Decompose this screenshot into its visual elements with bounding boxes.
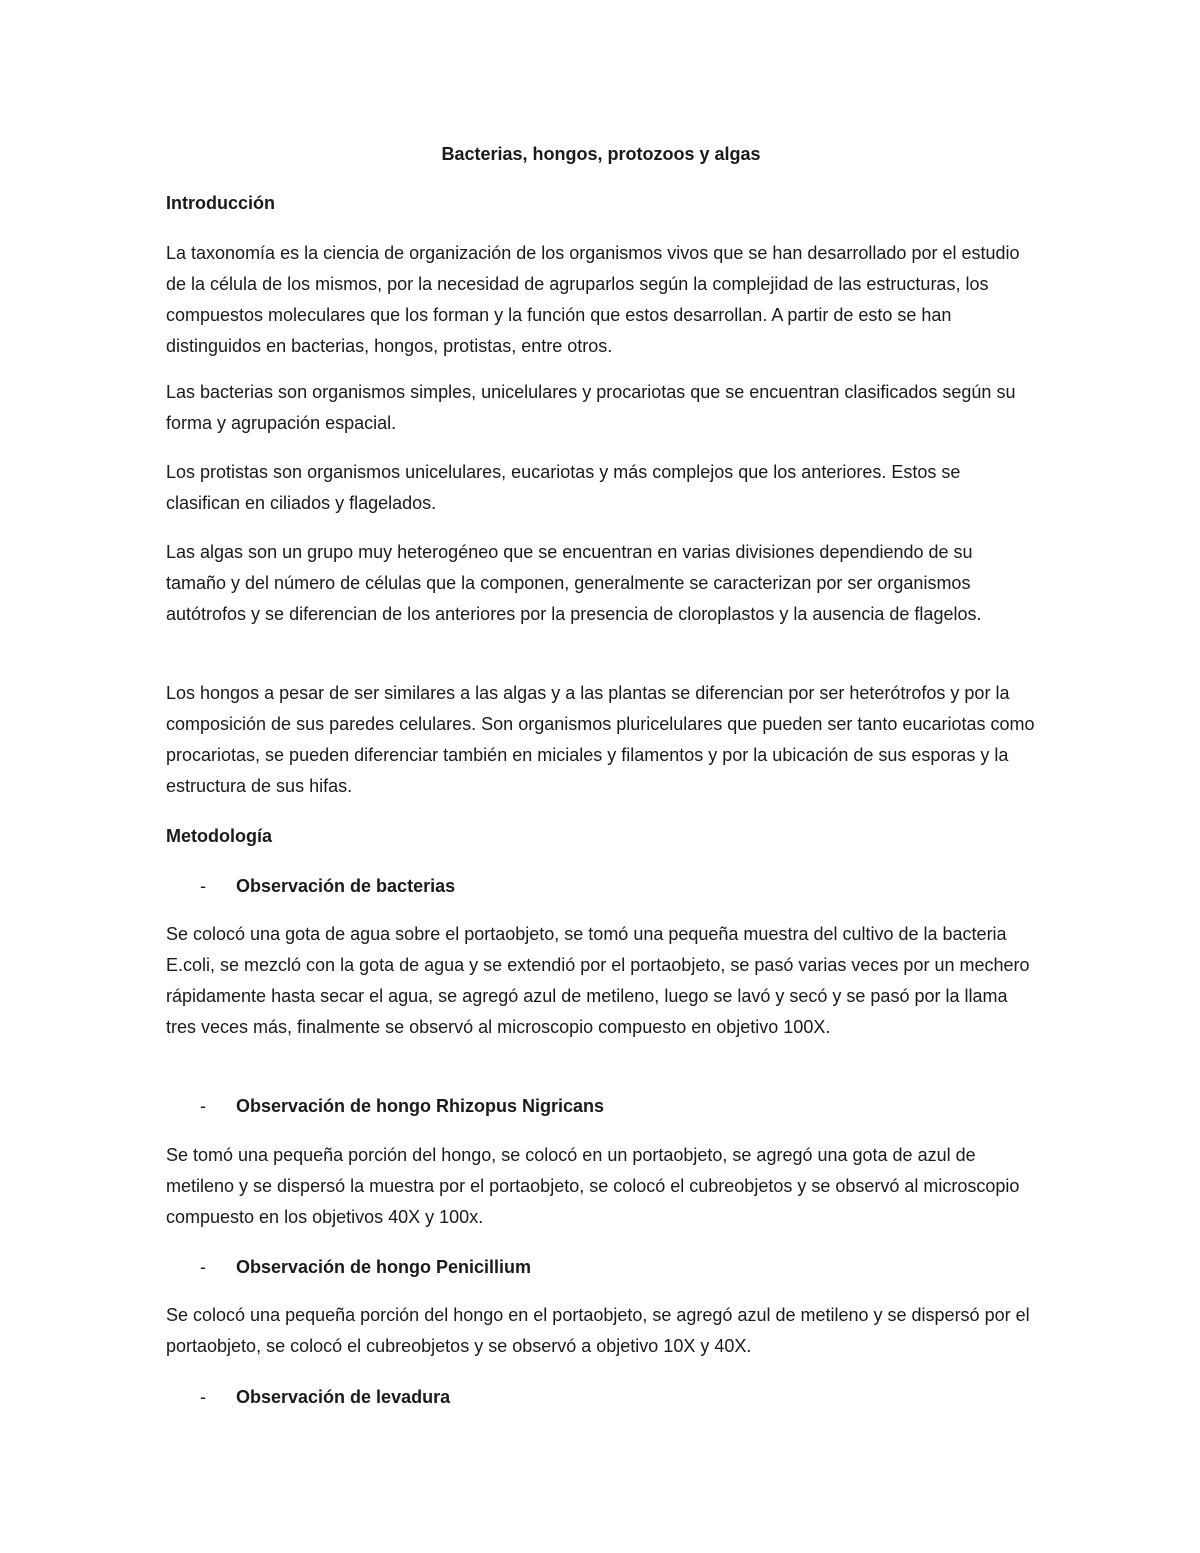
method-item-bacterias — [200, 873, 455, 899]
bullet-marker: - — [200, 1257, 206, 1277]
bullet-marker: - — [200, 1387, 206, 1407]
intro-paragraph-algas: Las algas son un grupo muy heterogéneo que se encuentran en varias divisiones dependiendo de su tamaño y del número de células que la componen, generalmente se caracterizan por ser organismos autótrofos y se diferencian de los anteriores por la presencia de cloroplastos y la ausencia de flagelos. — [166, 542, 982, 624]
document-title: Bacterias, hongos, protozoos y algas — [441, 144, 761, 164]
method-item-title: Observación de hongo Penicillium — [236, 1257, 532, 1277]
intro-paragraph-bacterias: Las bacterias son organismos simples, unicelulares y procariotas que se encuentran clasificados según su forma y agrupación espacial. — [166, 382, 1016, 433]
section-heading-metodologia: Metodología — [166, 826, 272, 846]
bullet-marker: - — [200, 876, 206, 896]
method-item-rhizopus — [200, 1093, 604, 1119]
method-item-title: Observación de levadura — [236, 1387, 451, 1407]
section-heading-introduccion: Introducción — [166, 193, 275, 213]
bullet-marker: - — [200, 1096, 206, 1116]
intro-paragraph-protistas: Los protistas son organismos unicelulares, eucariotas y más complejos que los anteriores. Estos se clasifican en ciliados y flagelados. — [166, 462, 961, 513]
method-item-levadura — [200, 1384, 450, 1410]
intro-paragraph-taxonomia: La taxonomía es la ciencia de organización de los organismos vivos que se han desarrollado por el estudio de la célula de los mismos, por la necesidad de agruparlos según la complejidad de las estructuras, los compuestos moleculares que los forman y la función que estos desarrollan. A partir de esto se han distinguidos en bacterias, hongos, protistas, entre otros. — [166, 243, 1020, 356]
intro-paragraph-hongos: Los hongos a pesar de ser similares a las algas y a las plantas se diferencian por ser heterótrofos y por la composición de sus paredes celulares. Son organismos pluricelulares que pueden ser tanto eucariotas como procariotas, se pueden diferenciar también en miciales y filamentos y por la ubicación de sus esporas y la estructura de sus hifas. — [166, 683, 1035, 796]
method-paragraph-penicillium: Se colocó una pequeña porción del hongo en el portaobjeto, se agregó azul de metileno y se dispersó por el portaobjeto, se colocó el cubreobjetos y se observó a objetivo 10X y 40X. — [166, 1305, 1030, 1356]
method-paragraph-bacterias: Se colocó una gota de agua sobre el portaobjeto, se tomó una pequeña muestra del cultivo de la bacteria E.coli, se mezcló con la gota de agua y se extendió por el portaobjeto, se pasó varias veces por un mechero rápidamente hasta secar el agua, se agregó azul de metileno, luego se lavó y secó y se pasó por la llama tres veces más, finalmente se observó al microscopio compuesto en objetivo 100X. — [166, 924, 1030, 1037]
method-item-title: Observación de hongo Rhizopus Nigricans — [236, 1096, 605, 1116]
method-item-title: Observación de bacterias — [236, 876, 456, 896]
method-item-penicillium — [200, 1254, 531, 1280]
method-paragraph-rhizopus: Se tomó una pequeña porción del hongo, se colocó en un portaobjeto, se agregó una gota de azul de metileno y se dispersó la muestra por el portaobjeto, se colocó el cubreobjetos y se observó al microscopio compuesto en los objetivos 40X y 100x. — [166, 1145, 1020, 1227]
